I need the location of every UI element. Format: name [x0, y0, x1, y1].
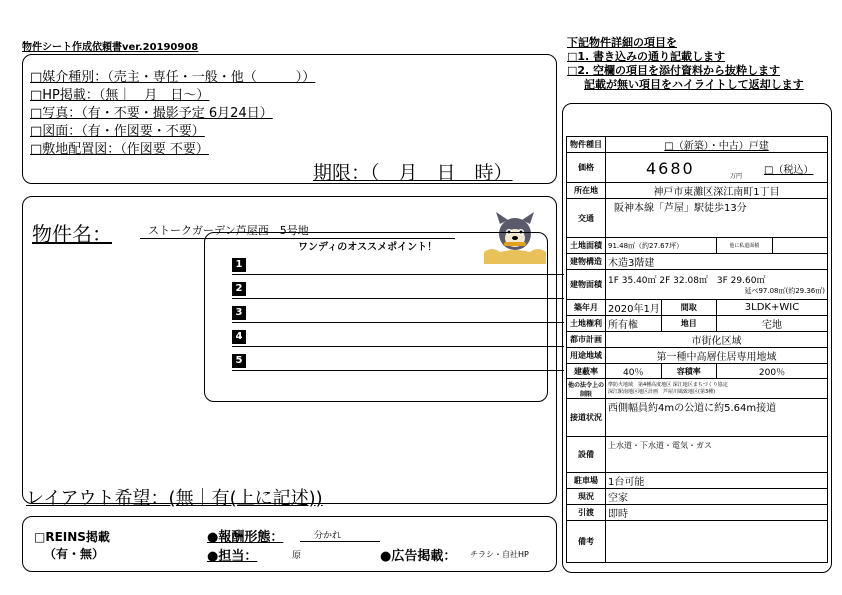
spec-private-road-value: [772, 238, 828, 254]
point-line: [232, 322, 564, 323]
spec-value-other-law-1: 準防火地域 第4種高度地区 深江地区まちづくり協定: [608, 381, 728, 388]
spec-value-built: 2020年1月: [606, 300, 662, 316]
spec-value-road: 西側幅員約4mの公道に約5.64m接道: [606, 399, 828, 437]
spec-label: 都市計画: [567, 332, 606, 348]
staff-label: ●担当：: [207, 549, 258, 564]
spec-label: 現況: [567, 489, 606, 505]
point-number: 4: [232, 330, 246, 344]
spec-label: 備考: [567, 521, 606, 563]
point-number: 1: [232, 258, 246, 272]
spec-row-type: [567, 137, 828, 153]
spec-value-structure: 木造3階建: [606, 254, 828, 270]
deadline-field: 期限：（ 月 日 時）: [313, 162, 513, 184]
spec-label: 土地権利: [567, 316, 606, 332]
floorplan-field: □図面：（有・作図要・不要）: [30, 124, 205, 139]
spec-value-notes: [606, 521, 828, 563]
spec-label: 容積率: [661, 364, 717, 379]
spec-row-structure: [567, 254, 828, 270]
point-number: 5: [232, 354, 246, 368]
spec-label: 接道状況: [567, 399, 606, 437]
spec-price-unit: 万円: [730, 173, 743, 180]
spec-row-parking: [567, 473, 828, 489]
reins-options: （有・無）: [44, 547, 105, 561]
spec-label: 地目: [661, 316, 717, 332]
spec-label: 土地面積: [567, 238, 606, 254]
site-plan-field: □敷地配置図：（作図要 不要）: [30, 142, 209, 157]
spec-value-status: 空家: [606, 489, 828, 505]
fee-label: ●報酬形態：: [207, 530, 284, 545]
spec-row-land-right: [567, 316, 828, 332]
point-line: [232, 274, 564, 275]
spec-row-handover: [567, 505, 828, 521]
spec-building-area-cell: [606, 270, 828, 300]
spec-value-location: 神戸市東灘区深江南町1丁目: [606, 183, 828, 199]
point-number: 2: [232, 282, 246, 296]
spec-row-price: [567, 153, 828, 183]
spec-row-facilities: [567, 437, 828, 473]
spec-value-other-law-2: 深江駅南地区地区計画 芦屋川風致地区(第3種): [608, 388, 716, 395]
spec-price-cell: [606, 153, 828, 183]
spec-value-layout: 3LDK+WIC: [717, 300, 828, 316]
spec-row-status: [567, 489, 828, 505]
spec-row-zoning: [567, 348, 828, 364]
instruction-line-1: 下記物件詳細の項目を: [567, 36, 677, 49]
spec-value-transport: 阪神本線「芦屋」駅徒歩13分: [606, 199, 828, 238]
spec-value-far: 200％: [717, 364, 828, 379]
spec-row-land-area: [567, 238, 828, 254]
spec-table: [566, 136, 828, 563]
agent-type-field: □媒介種別：（売主・専任・一般・他（ ））: [30, 70, 316, 85]
spec-value-city-plan: 市街化区域: [606, 332, 828, 348]
spec-label: 駐車場: [567, 473, 606, 489]
spec-row-road: [567, 399, 828, 437]
staff-value: 原: [292, 551, 302, 561]
spec-value-handover: 即時: [606, 505, 828, 521]
spec-row-other-law: [567, 379, 828, 399]
spec-label: 引渡: [567, 505, 606, 521]
spec-label: 建物面積: [567, 270, 606, 300]
spec-row-building-area: [567, 270, 828, 300]
property-name-label: 物件名：: [32, 222, 112, 246]
spec-label: 物件種目: [567, 137, 606, 153]
spec-value-building-total: 延べ97.08㎡(約29.36㎡): [744, 287, 825, 295]
instruction-line-4: 記載が無い項目をハイライトして返却します: [584, 78, 804, 91]
reins-label: □REINS掲載: [34, 530, 110, 544]
spec-value-type: □（新築）・中古）戸建: [606, 137, 828, 153]
recommend-points-box: [204, 232, 548, 402]
point-number: 3: [232, 306, 246, 320]
spec-label: 価格: [567, 153, 606, 183]
ad-value: チラシ・自社HP: [470, 550, 529, 559]
spec-label: 所在地: [567, 183, 606, 199]
spec-label: 建物構造: [567, 254, 606, 270]
point-line: [232, 370, 564, 371]
fee-value: 分かれ: [314, 531, 342, 541]
spec-value-land-right: 所有権: [606, 316, 662, 332]
fee-underline: [300, 541, 380, 542]
point-line: [232, 298, 564, 299]
spec-label: 他の法令上の制限: [567, 379, 606, 399]
point-line: [232, 346, 564, 347]
spec-label: 建蔽率: [567, 364, 606, 379]
spec-row-notes: [567, 521, 828, 563]
spec-label: 築年月: [567, 300, 606, 316]
spec-row-city-plan: [567, 332, 828, 348]
spec-row-location: [567, 183, 828, 199]
spec-row-ratio: [567, 364, 828, 379]
spec-value-facilities: 上水道・下水道・電気・ガス: [606, 437, 828, 473]
layout-request-field: レイアウト希望：(無｜有(上に記述)): [26, 488, 323, 509]
spec-value-zoning: 第一種中高層住居専用地域: [606, 348, 828, 364]
ad-label: ●広告掲載：: [380, 549, 457, 564]
spec-value-building-area: 1F 35.40㎡ 2F 32.08㎡ 3F 29.60㎡: [608, 276, 766, 286]
spec-value-bcr: 40％: [606, 364, 662, 379]
document-title: 物件シート作成依頼書ver.20190908: [22, 42, 199, 53]
spec-value-land-area: 91.48㎡（約27.67坪）: [606, 238, 717, 254]
property-name-value: ストークガーデン芦屋西 5号地: [148, 224, 309, 237]
instruction-line-2: □1. 書き込みの通り記載します: [567, 50, 726, 63]
spec-value-land-cat: 宅地: [717, 316, 828, 332]
spec-row-transport: [567, 199, 828, 238]
spec-label: 設備: [567, 437, 606, 473]
recommend-points-title: ワンディのオススメポイント！: [298, 242, 438, 253]
spec-label: 交通: [567, 199, 606, 238]
spec-private-road-label: 他に私道面積: [717, 238, 773, 254]
photo-field: □写真：（有・不要・撮影予定 6月24日）: [30, 106, 273, 121]
spec-other-law-cell: [606, 379, 828, 399]
spec-price-tax: □（税込）: [764, 165, 814, 176]
spec-label: 用途地域: [567, 348, 606, 364]
spec-value-parking: 1台可能: [606, 473, 828, 489]
instruction-line-3: □2. 空欄の項目を添付資料から抜粋します: [567, 64, 781, 77]
hp-listing-field: □HP掲載：（無｜ 月 日〜）: [30, 88, 210, 103]
spec-value-price: 4680: [646, 159, 695, 178]
spec-label: 間取: [661, 300, 717, 316]
spec-row-built: [567, 300, 828, 316]
